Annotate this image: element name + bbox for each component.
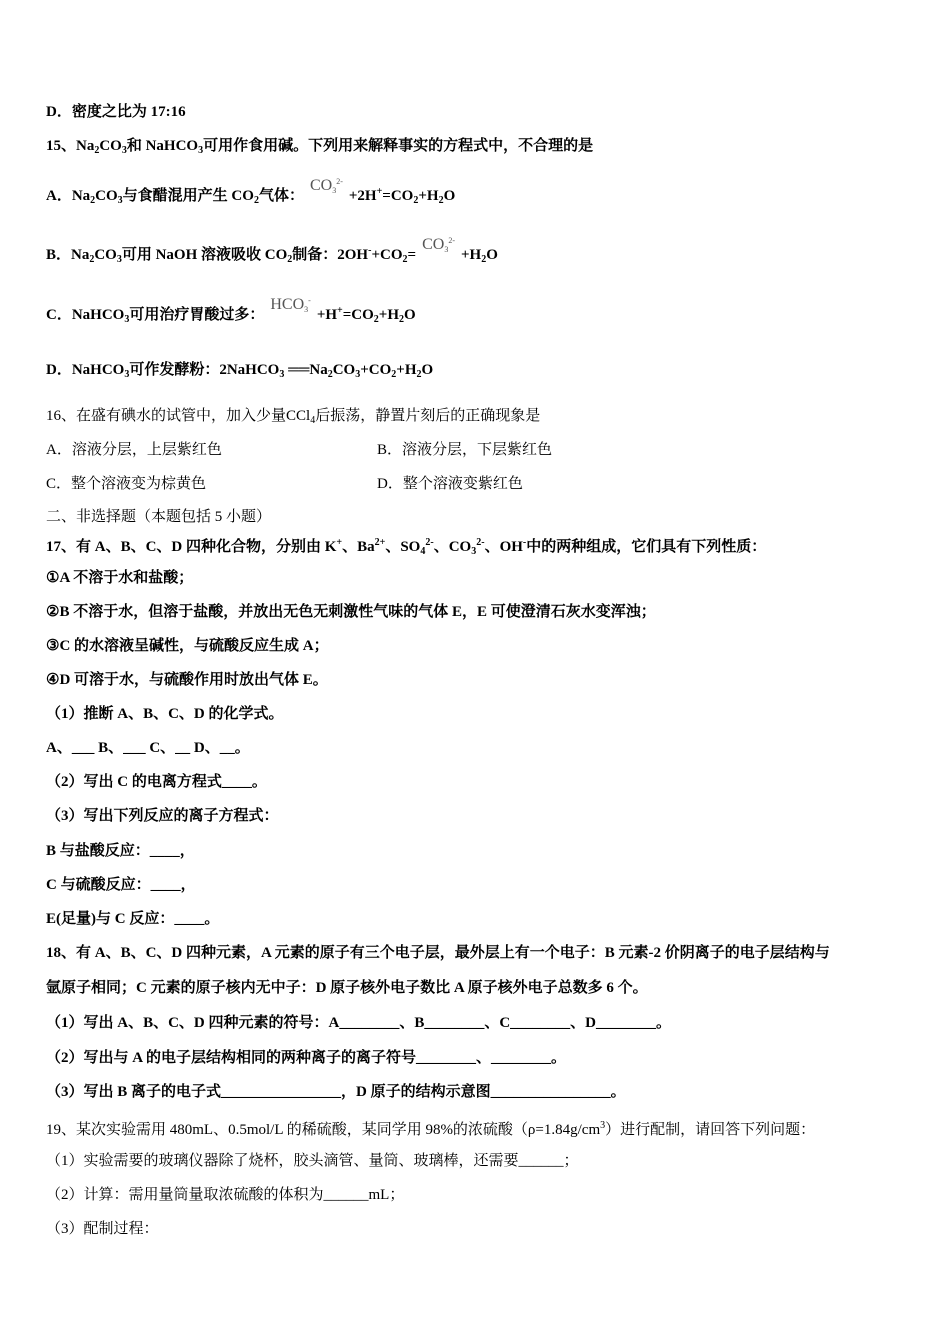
q17-sub-1-blanks: A、___ B、___ C、__ D、__。: [46, 740, 250, 756]
ion-formula: $HCO_3^-$: [270, 296, 311, 314]
q17-property-3: ③C 的水溶液呈碱性，与硫酸反应生成 A；: [46, 638, 329, 654]
q16-option-b: B．溶液分层，下层紫红色: [377, 442, 553, 458]
q18-sub-2: （2）写出与 A 的电子层结构相同的两种离子的离子符号________、________。: [46, 1050, 567, 1066]
q17-property-1: ①A 不溶于水和盐酸；: [46, 570, 194, 586]
q19-sub-2: （2）计算：需用量筒量取浓硫酸的体积为______mL；: [46, 1187, 405, 1203]
q16-option-c: C．整个溶液变为棕黄色: [46, 476, 207, 492]
option-text: A．$Na_2CO_3$与食醋混用产生 $CO_2$气体：: [46, 188, 304, 206]
q17-reaction-1: B 与盐酸反应：____，: [46, 843, 195, 859]
q19-stem: 19、某次实验需用 480mL、0.5mol/L 的稀硫酸，某同学用 98%的浓硫酸$(\rho=1.84g/cm^3)$进行配制，请回答下列问题：: [46, 1120, 816, 1138]
equation-rest: $+H^+=CO_2+H_2O$: [316, 305, 416, 325]
q19-sub-1: （1）实验需要的玻璃仪器除了烧杯，胶头滴管、量筒、玻璃棒，还需要______；: [46, 1153, 579, 1169]
q16-option-d: D．整个溶液变紫红色: [377, 476, 523, 492]
q18-sub-1: （1）写出 A、B、C、D 四种元素的符号：A________、B________、C________、D________。: [46, 1015, 672, 1031]
q17-stem: 17、有 A、B、C、D 四种化合物，分别由 K+、$Ba^{2+}$、$SO_4^{2-}$、$CO_3^{2-}$、OH-中的两种组成，它们具有下列性质：: [46, 537, 767, 557]
q17-reaction-2: C 与硫酸反应：____，: [46, 877, 196, 893]
ion-formula: $CO_3^{2-}$: [309, 177, 343, 195]
q14-option-d: D．密度之比为 17:16: [46, 104, 186, 120]
equation-rest: $+H_2O$: [460, 247, 498, 265]
section-heading: 二、非选择题（本题包括 5 小题）: [46, 509, 272, 525]
q16-stem: 16、在盛有碘水的试管中，加入少量CCl$_4$后振荡，静置片刻后的正确现象是: [46, 408, 541, 426]
option-text: C．NaHCO$_3$可用治疗胃酸过多：: [46, 307, 265, 325]
q17-property-2: ②B 不溶于水，但溶于盐酸，并放出无色无刺激性气味的气体 E，E 可使澄清石灰水变浑浊；: [46, 604, 656, 620]
q17-sub-2: （2）写出 C 的电离方程式____。: [46, 774, 267, 790]
q17-sub-1: （1）推断 A、B、C、D 的化学式。: [46, 706, 284, 722]
q18-stem-line-2: 氩原子相同；C 元素的原子核内无中子：D 原子核外电子数比 A 原子核外电子总数多 6 个。: [46, 980, 648, 996]
equation-rest: $+2H^+=CO_2+H_2O$: [348, 186, 456, 206]
q17-property-4: ④D 可溶于水，与硫酸作用时放出气体 E。: [46, 672, 328, 688]
q19-sub-3: （3）配制过程：: [46, 1221, 159, 1237]
q17-sub-3: （3）写出下列反应的离子方程式：: [46, 808, 279, 824]
q15-option-b: [46, 236, 498, 269]
ion-formula: $CO_3^{2-}$: [422, 236, 455, 254]
q17-reaction-3: E(足量)与 C 反应：____。: [46, 911, 220, 927]
q18-sub-3: （3）写出 B 离子的电子式________________，D 原子的结构示意图________________。: [46, 1084, 626, 1100]
q15-option-d: D．NaHCO$_3$可作发酵粉：2NaHCO$_3$ $══Na_2CO_3+CO_2+H_2O$: [46, 362, 434, 380]
q18-stem-line-1: 18、有 A、B、C、D 四种元素，A 元素的原子有三个电子层，最外层上有一个电子：B 元素-2 价阴离子的电子层结构与: [46, 945, 830, 961]
q15-stem: 15、$Na_2CO_3$和 NaHCO$_3$可用作食用碱。下列用来解释事实的方程式中，不合理的是: [46, 138, 594, 156]
option-text: B．$Na_2CO_3$可用 NaOH 溶液吸收 $CO_2$制备：$2OH^-+CO_2=$: [46, 245, 417, 265]
q15-option-c: [46, 296, 416, 329]
q16-option-a: A．溶液分层，上层紫红色: [46, 442, 222, 458]
q15-option-a: [46, 177, 456, 210]
